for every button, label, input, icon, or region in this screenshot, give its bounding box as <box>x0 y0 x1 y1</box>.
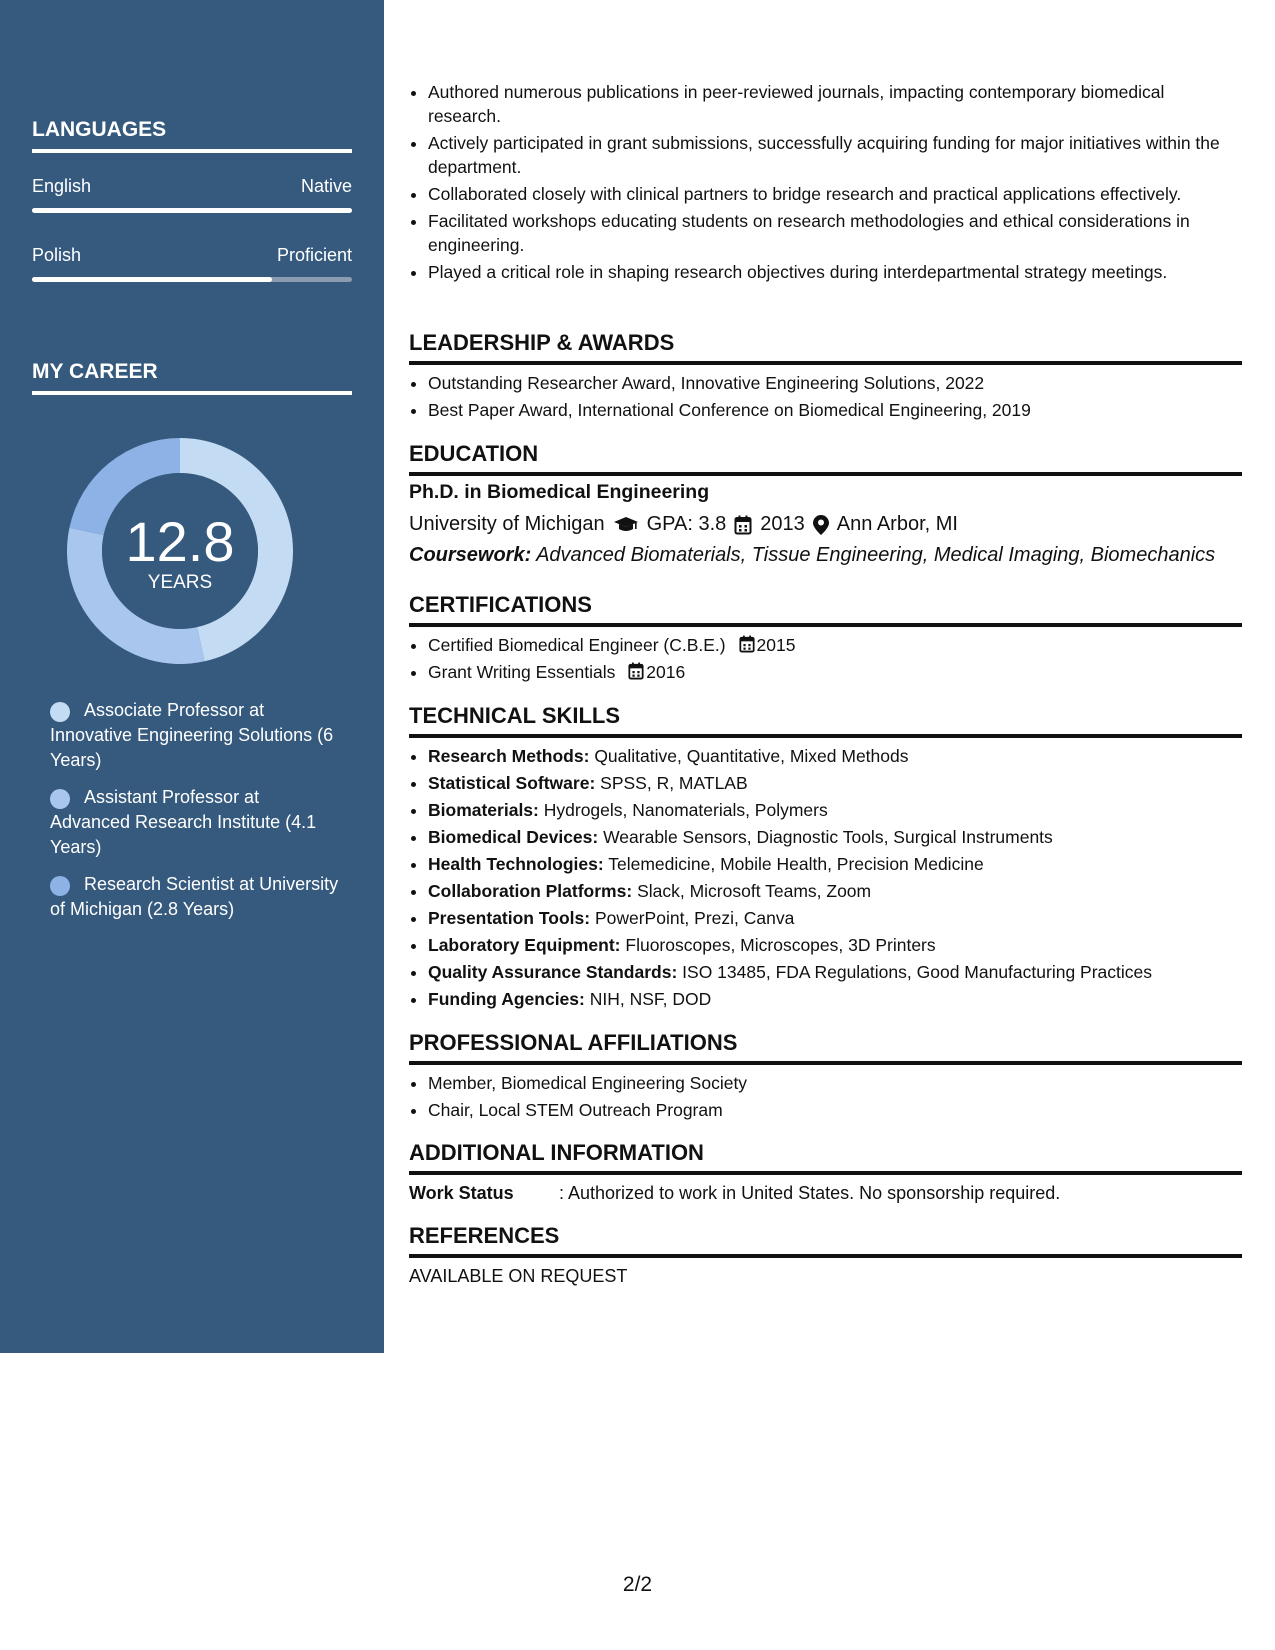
experience-bullets <box>409 80 1242 287</box>
degree-title: Ph.D. in Biomedical Engineering <box>409 481 710 503</box>
skill-value: ISO 13485, FDA Regulations, Good Manufacturing Practices <box>682 962 1153 982</box>
experience-bullet: • Authored numerous publications in peer-reviewed journals, impacting contemporary biomedical research. <box>428 80 1242 128</box>
skill-item <box>428 824 1242 851</box>
skill-value: SPSS, R, MATLAB <box>600 773 748 793</box>
skill-value: Slack, Microsoft Teams, Zoom <box>637 881 872 901</box>
career-total-years: 12.8 <box>125 510 235 573</box>
language-bar-english <box>32 208 352 213</box>
language-row-polish <box>32 245 352 266</box>
experience-bullet: • Actively participated in grant submissions, successfully acquiring funding for major initiatives within the department. <box>428 131 1242 179</box>
sidebar <box>0 0 384 1353</box>
work-status-row <box>409 1183 1242 1204</box>
calendar-icon <box>628 662 644 680</box>
career-item <box>50 872 340 922</box>
career-item <box>50 698 340 773</box>
certification-year: 2015 <box>756 635 796 655</box>
certification-item <box>428 632 1242 659</box>
career-total-unit: YEARS <box>147 572 213 593</box>
languages-heading: LANGUAGES <box>32 118 352 153</box>
skill-value: Wearable Sensors, Diagnostic Tools, Surgical Instruments <box>603 827 1053 847</box>
language-name: Polish <box>32 245 82 265</box>
affiliation-item: • Member, Biomedical Engineering Society <box>428 1070 1242 1097</box>
skill-label: Quality Assurance Standards: <box>428 962 678 982</box>
skill-item <box>428 797 1242 824</box>
work-status-value: : Authorized to work in United States. No sponsorship required. <box>559 1183 1061 1203</box>
donut-center <box>67 438 293 664</box>
skill-label: Research Methods: <box>428 746 590 766</box>
skill-label: Biomedical Devices: <box>428 827 599 847</box>
skill-value: Telemedicine, Mobile Health, Precision Medicine <box>608 854 984 874</box>
awards-heading: LEADERSHIP & AWARDS <box>409 330 1242 365</box>
skill-item <box>428 770 1242 797</box>
skill-value: NIH, NSF, DOD <box>589 989 712 1009</box>
skill-value: Fluoroscopes, Microscopes, 3D Printers <box>625 935 936 955</box>
skill-label: Statistical Software: <box>428 773 596 793</box>
skill-label: Collaboration Platforms: <box>428 881 633 901</box>
language-level: Proficient <box>276 245 352 265</box>
graduation-cap-icon <box>613 516 639 534</box>
skill-value: Qualitative, Quantitative, Mixed Methods <box>594 746 909 766</box>
certification-year: 2016 <box>646 662 686 682</box>
career-item-label: Research Scientist at University of Michigan (2.8 Years) <box>50 874 339 919</box>
education-entry <box>409 481 1242 567</box>
skill-item <box>428 743 1242 770</box>
coursework-label: Coursework: <box>409 544 532 566</box>
career-heading: MY CAREER <box>32 360 352 395</box>
language-bar-fill <box>32 277 272 282</box>
awards-list <box>409 370 1242 424</box>
graduation-year: 2013 <box>760 513 805 535</box>
location-pin-icon <box>813 515 829 535</box>
calendar-icon <box>734 515 752 535</box>
work-status-label: Work Status <box>409 1183 514 1203</box>
skill-label: Health Technologies: <box>428 854 604 874</box>
school-name: University of Michigan <box>409 513 605 535</box>
affiliations-heading: PROFESSIONAL AFFILIATIONS <box>409 1030 1242 1065</box>
skill-item <box>428 932 1242 959</box>
career-donut-chart <box>67 438 293 664</box>
certification-name: Certified Biomedical Engineer (C.B.E.) <box>428 635 726 655</box>
skill-item <box>428 905 1242 932</box>
experience-bullet: • Collaborated closely with clinical partners to bridge research and practical applications effectively. <box>428 182 1242 206</box>
additional-info-heading: ADDITIONAL INFORMATION <box>409 1140 1242 1175</box>
career-list <box>50 698 340 934</box>
career-item-label: Associate Professor at Innovative Engineering Solutions (6 Years) <box>50 700 334 770</box>
experience-bullet: • Facilitated workshops educating students on research methodologies and ethical considerations in engineering. <box>428 209 1242 257</box>
experience-bullet: • Played a critical role in shaping research objectives during interdepartmental strategy meetings. <box>428 260 1242 284</box>
certification-name: Grant Writing Essentials <box>428 662 616 682</box>
skills-list <box>409 743 1242 1013</box>
language-row-english <box>32 176 352 197</box>
skill-label: Funding Agencies: <box>428 989 585 1009</box>
skill-value: PowerPoint, Prezi, Canva <box>594 908 795 928</box>
skill-label: Laboratory Equipment: <box>428 935 621 955</box>
language-level: Native <box>300 176 352 196</box>
education-heading: EDUCATION <box>409 441 1242 476</box>
affiliations-list <box>409 1070 1242 1124</box>
skill-label: Biomaterials: <box>428 800 539 820</box>
coursework <box>409 544 1242 567</box>
language-bar-polish <box>32 277 352 282</box>
education-location: Ann Arbor, MI <box>836 513 958 535</box>
language-bar-fill <box>32 208 352 213</box>
references-text: AVAILABLE ON REQUEST <box>409 1266 628 1286</box>
references-heading: REFERENCES <box>409 1223 1242 1258</box>
affiliation-item: • Chair, Local STEM Outreach Program <box>428 1097 1242 1124</box>
certification-item <box>428 659 1242 686</box>
award-item: • Outstanding Researcher Award, Innovative Engineering Solutions, 2022 <box>428 370 1242 397</box>
calendar-icon <box>739 635 755 653</box>
career-dot-icon <box>50 789 70 809</box>
education-details <box>409 513 1242 536</box>
certifications-heading: CERTIFICATIONS <box>409 592 1242 627</box>
skill-item <box>428 959 1242 986</box>
career-dot-icon <box>50 876 70 896</box>
skill-value: Hydrogels, Nanomaterials, Polymers <box>543 800 828 820</box>
certifications-list <box>409 632 1242 686</box>
coursework-list: Advanced Biomaterials, Tissue Engineering, Medical Imaging, Biomechanics <box>536 544 1216 566</box>
career-item-label: Assistant Professor at Advanced Research Institute (4.1 Years) <box>50 787 317 857</box>
skills-heading: TECHNICAL SKILLS <box>409 703 1242 738</box>
skill-item <box>428 986 1242 1013</box>
gpa: GPA: 3.8 <box>646 513 727 535</box>
skill-label: Presentation Tools: <box>428 908 591 928</box>
language-name: English <box>32 176 92 196</box>
skill-item <box>428 878 1242 905</box>
career-item <box>50 785 340 860</box>
page-number: 2/2 <box>622 1573 653 1596</box>
career-dot-icon <box>50 702 70 722</box>
skill-item <box>428 851 1242 878</box>
award-item: • Best Paper Award, International Conference on Biomedical Engineering, 2019 <box>428 397 1242 424</box>
